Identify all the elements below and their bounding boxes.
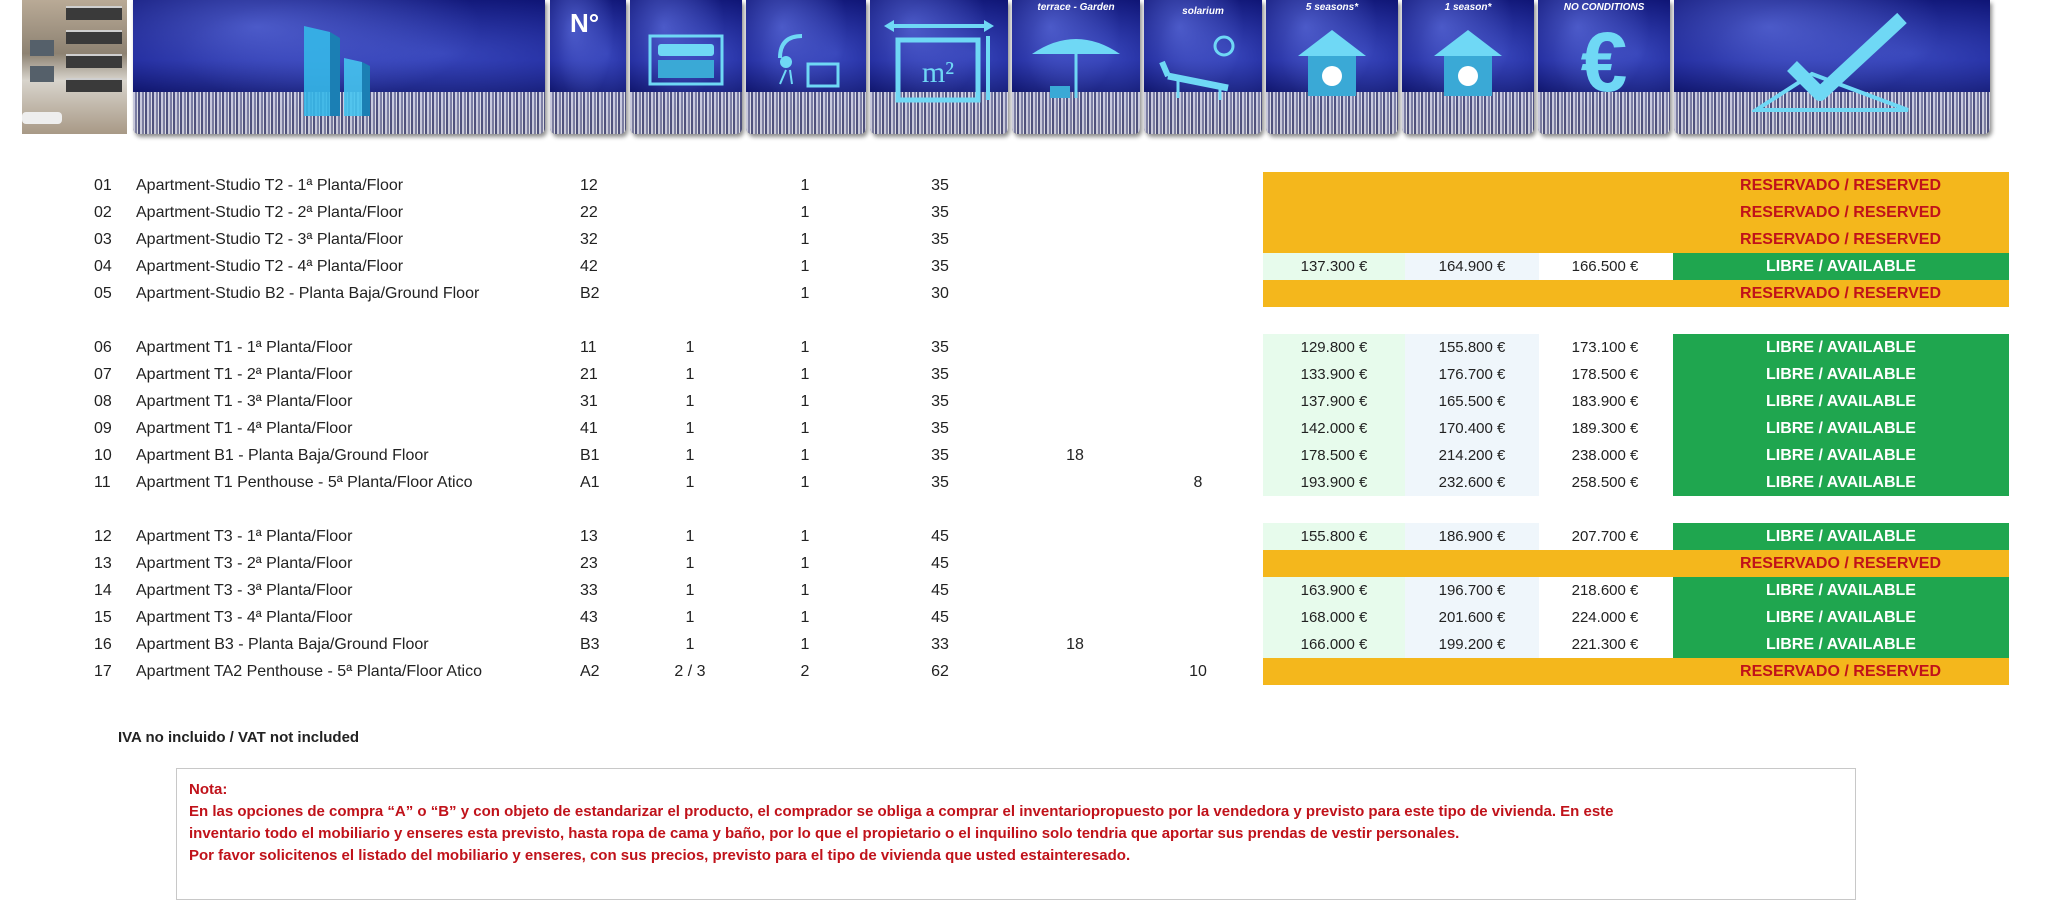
bedrooms-value: 1	[685, 420, 695, 437]
bedrooms-value: 1	[685, 474, 695, 491]
row-index: 01	[94, 177, 112, 194]
apartment-description: Apartment B3 - Planta Baja/Ground Floor	[136, 636, 429, 653]
row-index: 03	[94, 231, 112, 248]
bathrooms-value: 1	[800, 177, 810, 194]
bathrooms-value: 1	[800, 636, 810, 653]
area-icon	[884, 16, 994, 106]
table-row	[0, 361, 2048, 388]
apartment-description: Apartment T3 - 3ª Planta/Floor	[136, 582, 353, 599]
bathrooms-value: 1	[800, 447, 810, 464]
apartment-number: 12	[580, 177, 598, 194]
row-index: 15	[94, 609, 112, 626]
row-index: 17	[94, 663, 112, 680]
row-index: 06	[94, 339, 112, 356]
table-row	[0, 388, 2048, 415]
price-1-season: 155.800 €	[1438, 339, 1506, 356]
bed-icon	[646, 30, 726, 90]
price-1-season: 170.400 €	[1438, 420, 1506, 437]
price-5-seasons: 178.500 €	[1300, 447, 1368, 464]
area-value: 35	[931, 231, 949, 248]
apartment-description: Apartment T1 - 3ª Planta/Floor	[136, 393, 353, 410]
price-no-conditions: 221.300 €	[1571, 636, 1639, 653]
apartment-number: B2	[580, 285, 600, 302]
terrace-umbrella-icon	[1026, 24, 1126, 104]
note-line: Por favor solicitenos el listado del mobiliario y enseres, con sus precios, previsto para el tipo de vivienda que usted estainteresado.	[189, 847, 1131, 864]
apartment-description: Apartment-Studio T2 - 4ª Planta/Floor	[136, 258, 404, 275]
price-1-season: 214.200 €	[1438, 447, 1506, 464]
table-row	[0, 442, 2048, 469]
status-badge-available: LIBRE / AVAILABLE	[1673, 442, 2009, 469]
area-value: 35	[931, 420, 949, 437]
apartment-number: 11	[580, 339, 597, 356]
terrace-value: 18	[1066, 447, 1084, 464]
five-seasons-caption: 5 seasons*	[1305, 2, 1359, 13]
apartment-number: 41	[580, 420, 598, 437]
row-index: 10	[94, 447, 112, 464]
apartment-description: Apartment T1 - 1ª Planta/Floor	[136, 339, 353, 356]
price-no-conditions: 207.700 €	[1571, 528, 1639, 545]
status-badge-available: LIBRE / AVAILABLE	[1673, 334, 2009, 361]
solarium-value: 8	[1193, 474, 1203, 491]
row-index: 05	[94, 285, 112, 302]
row-index: 14	[94, 582, 112, 599]
bedrooms-value: 1	[685, 609, 695, 626]
area-value: 45	[931, 528, 949, 545]
header-panel-towers	[133, 0, 545, 134]
header-panel-5-seasons	[1266, 0, 1398, 134]
apartment-number: 31	[580, 393, 598, 410]
status-badge-available: LIBRE / AVAILABLE	[1673, 469, 2009, 496]
area-value: 35	[931, 447, 949, 464]
bedrooms-value: 1	[685, 339, 695, 356]
status-badge-reserved: RESERVADO / RESERVED	[1263, 280, 2009, 307]
apartment-description: Apartment-Studio T2 - 3ª Planta/Floor	[136, 231, 404, 248]
area-value: 35	[931, 177, 949, 194]
apartment-description: Apartment-Studio B2 - Planta Baja/Ground Floor	[136, 285, 480, 302]
apartment-number: 21	[580, 366, 598, 383]
price-1-season: 232.600 €	[1438, 474, 1506, 491]
apartment-description: Apartment T3 - 2ª Planta/Floor	[136, 555, 353, 572]
table-row	[0, 415, 2048, 442]
bathrooms-value: 1	[800, 339, 810, 356]
price-5-seasons: 168.000 €	[1300, 609, 1368, 626]
status-badge-available: LIBRE / AVAILABLE	[1673, 361, 2009, 388]
table-row	[0, 631, 2048, 658]
bedrooms-value: 1	[685, 528, 695, 545]
apartment-number: B3	[580, 636, 600, 653]
area-value: 35	[931, 474, 949, 491]
price-1-season: 176.700 €	[1438, 366, 1506, 383]
row-index: 02	[94, 204, 112, 221]
area-value: 45	[931, 609, 949, 626]
bedrooms-value: 1	[685, 555, 695, 572]
row-index: 07	[94, 366, 112, 383]
area-value: 45	[931, 555, 949, 572]
bathrooms-value: 2	[800, 663, 810, 680]
svg-text:m²: m²	[921, 56, 955, 89]
table-row	[0, 280, 2048, 307]
solarium-caption: solarium	[1182, 6, 1224, 17]
row-index: 04	[94, 258, 112, 275]
table-row	[0, 199, 2048, 226]
terrace-value: 18	[1066, 636, 1084, 653]
status-badge-available: LIBRE / AVAILABLE	[1673, 631, 2009, 658]
bedrooms-value: 1	[685, 447, 695, 464]
area-value: 35	[931, 204, 949, 221]
house-1-season-icon	[1428, 26, 1508, 102]
status-badge-available: LIBRE / AVAILABLE	[1673, 415, 2009, 442]
row-index: 08	[94, 393, 112, 410]
no-conditions-caption: NO CONDITIONS	[1563, 2, 1645, 13]
price-5-seasons: 193.900 €	[1300, 474, 1368, 491]
header-panel-area	[870, 0, 1008, 134]
solarium-value: 10	[1189, 663, 1207, 680]
price-no-conditions: 173.100 €	[1571, 339, 1639, 356]
status-badge-reserved: RESERVADO / RESERVED	[1263, 550, 2009, 577]
area-value: 35	[931, 258, 949, 275]
table-row	[0, 253, 2048, 280]
status-badge-available: LIBRE / AVAILABLE	[1673, 523, 2009, 550]
bathrooms-value: 1	[800, 555, 810, 572]
bedrooms-value: 1	[685, 582, 695, 599]
building-photo	[22, 0, 127, 134]
status-badge-available: LIBRE / AVAILABLE	[1673, 577, 2009, 604]
area-value: 35	[931, 393, 949, 410]
table-row	[0, 172, 2048, 199]
bedrooms-value: 1	[685, 393, 695, 410]
apartment-description: Apartment-Studio T2 - 1ª Planta/Floor	[136, 177, 404, 194]
apartment-number: 43	[580, 609, 598, 626]
price-no-conditions: 218.600 €	[1571, 582, 1639, 599]
row-index: 09	[94, 420, 112, 437]
apartment-number: B1	[580, 447, 600, 464]
bathrooms-value: 1	[800, 474, 810, 491]
price-no-conditions: 166.500 €	[1571, 258, 1639, 275]
bathrooms-value: 1	[800, 420, 810, 437]
table-row	[0, 226, 2048, 253]
price-1-season: 201.600 €	[1438, 609, 1506, 626]
price-5-seasons: 133.900 €	[1300, 366, 1368, 383]
header-strip	[0, 0, 2048, 140]
header-panel-solarium	[1144, 0, 1262, 134]
bathrooms-value: 1	[800, 285, 810, 302]
price-5-seasons: 137.300 €	[1300, 258, 1368, 275]
bathrooms-value: 1	[800, 582, 810, 599]
bathrooms-value: 1	[800, 528, 810, 545]
apartment-number: A1	[580, 474, 600, 491]
price-5-seasons: 163.900 €	[1300, 582, 1368, 599]
row-index: 16	[94, 636, 112, 653]
apartment-description: Apartment T3 - 1ª Planta/Floor	[136, 528, 353, 545]
status-badge-available: LIBRE / AVAILABLE	[1673, 604, 2009, 631]
table-row	[0, 604, 2048, 631]
one-season-caption: 1 season*	[1444, 2, 1492, 13]
shower-icon	[766, 28, 846, 92]
terrace-caption: terrace - Garden	[1037, 2, 1115, 13]
bathrooms-value: 1	[800, 258, 810, 275]
number-icon: N°	[570, 8, 600, 38]
table-row	[0, 550, 2048, 577]
solarium-icon	[1158, 32, 1248, 102]
note-line: En las opciones de compra “A” o “B” y con objeto de estandarizar el producto, el comprador se obliga a comprar el inventariopropuesto por la vendedora y previsto para este tipo de vivienda. En este	[189, 803, 1614, 820]
price-no-conditions: 178.500 €	[1571, 366, 1639, 383]
apartment-description: Apartment TA2 Penthouse - 5ª Planta/Floor Atico	[136, 663, 482, 680]
price-1-season: 164.900 €	[1438, 258, 1506, 275]
status-badge-reserved: RESERVADO / RESERVED	[1263, 658, 2009, 685]
area-value: 45	[931, 582, 949, 599]
price-1-season: 199.200 €	[1438, 636, 1506, 653]
status-badge-reserved: RESERVADO / RESERVED	[1263, 199, 2009, 226]
apartment-description: Apartment B1 - Planta Baja/Ground Floor	[136, 447, 429, 464]
area-value: 30	[931, 285, 949, 302]
apartment-description: Apartment T1 Penthouse - 5ª Planta/Floor Atico	[136, 474, 473, 491]
table-row	[0, 577, 2048, 604]
apartment-number: 42	[580, 258, 598, 275]
header-panel-number	[550, 0, 626, 134]
header-panel-no-conditions	[1538, 0, 1670, 134]
row-index: 11	[94, 474, 111, 491]
row-index: 13	[94, 555, 112, 572]
price-no-conditions: 183.900 €	[1571, 393, 1639, 410]
price-no-conditions: 189.300 €	[1571, 420, 1639, 437]
apartment-description: Apartment T3 - 4ª Planta/Floor	[136, 609, 353, 626]
bathrooms-value: 1	[800, 204, 810, 221]
price-no-conditions: 224.000 €	[1571, 609, 1639, 626]
note-box	[176, 768, 1856, 900]
apartment-number: 13	[580, 528, 598, 545]
bedrooms-value: 1	[685, 636, 695, 653]
header-panel-1-season	[1402, 0, 1534, 134]
header-panel-bath	[746, 0, 866, 134]
table-row	[0, 523, 2048, 550]
apartment-number: 23	[580, 555, 598, 572]
status-badge-reserved: RESERVADO / RESERVED	[1263, 172, 2009, 199]
euro-icon: €	[1580, 15, 1628, 109]
row-index: 12	[94, 528, 112, 545]
price-1-season: 165.500 €	[1438, 393, 1506, 410]
status-badge-available: LIBRE / AVAILABLE	[1673, 253, 2009, 280]
header-panel-terrace	[1012, 0, 1140, 134]
bedrooms-value: 2 / 3	[674, 663, 706, 680]
house-5-seasons-icon	[1292, 26, 1372, 102]
vat-note: IVA no incluido / VAT not included	[118, 729, 360, 746]
price-no-conditions: 258.500 €	[1571, 474, 1639, 491]
area-value: 33	[931, 636, 949, 653]
header-panel-status	[1674, 0, 1990, 134]
bedrooms-value: 1	[685, 366, 695, 383]
table-row	[0, 469, 2048, 496]
price-1-season: 186.900 €	[1438, 528, 1506, 545]
apartment-number: 22	[580, 204, 598, 221]
apartment-number: A2	[580, 663, 600, 680]
table-row	[0, 658, 2048, 685]
price-5-seasons: 137.900 €	[1300, 393, 1368, 410]
apartment-description: Apartment T1 - 2ª Planta/Floor	[136, 366, 353, 383]
status-badge-available: LIBRE / AVAILABLE	[1673, 388, 2009, 415]
apartment-description: Apartment-Studio T2 - 2ª Planta/Floor	[136, 204, 404, 221]
header-panel-bed	[630, 0, 742, 134]
checkmark-icon	[1752, 10, 1912, 120]
price-no-conditions: 238.000 €	[1571, 447, 1639, 464]
price-1-season: 196.700 €	[1438, 582, 1506, 599]
bathrooms-value: 1	[800, 393, 810, 410]
price-5-seasons: 155.800 €	[1300, 528, 1368, 545]
price-5-seasons: 142.000 €	[1300, 420, 1368, 437]
area-value: 62	[931, 663, 949, 680]
price-5-seasons: 166.000 €	[1300, 636, 1368, 653]
towers-icon	[294, 18, 384, 118]
note-title: Nota:	[189, 781, 228, 798]
apartment-number: 32	[580, 231, 598, 248]
area-value: 35	[931, 339, 949, 356]
bathrooms-value: 1	[800, 609, 810, 626]
area-value: 35	[931, 366, 949, 383]
apartment-number: 33	[580, 582, 598, 599]
bathrooms-value: 1	[800, 366, 810, 383]
price-5-seasons: 129.800 €	[1300, 339, 1368, 356]
table-row	[0, 334, 2048, 361]
apartment-description: Apartment T1 - 4ª Planta/Floor	[136, 420, 353, 437]
bathrooms-value: 1	[800, 231, 810, 248]
status-badge-reserved: RESERVADO / RESERVED	[1263, 226, 2009, 253]
note-line: inventario todo el mobiliario y enseres esta previsto, hasta ropa de cama y baño, por lo que el propietario o el inquilino solo tendria que aportar sus prendas de vestir personales.	[189, 825, 1460, 842]
